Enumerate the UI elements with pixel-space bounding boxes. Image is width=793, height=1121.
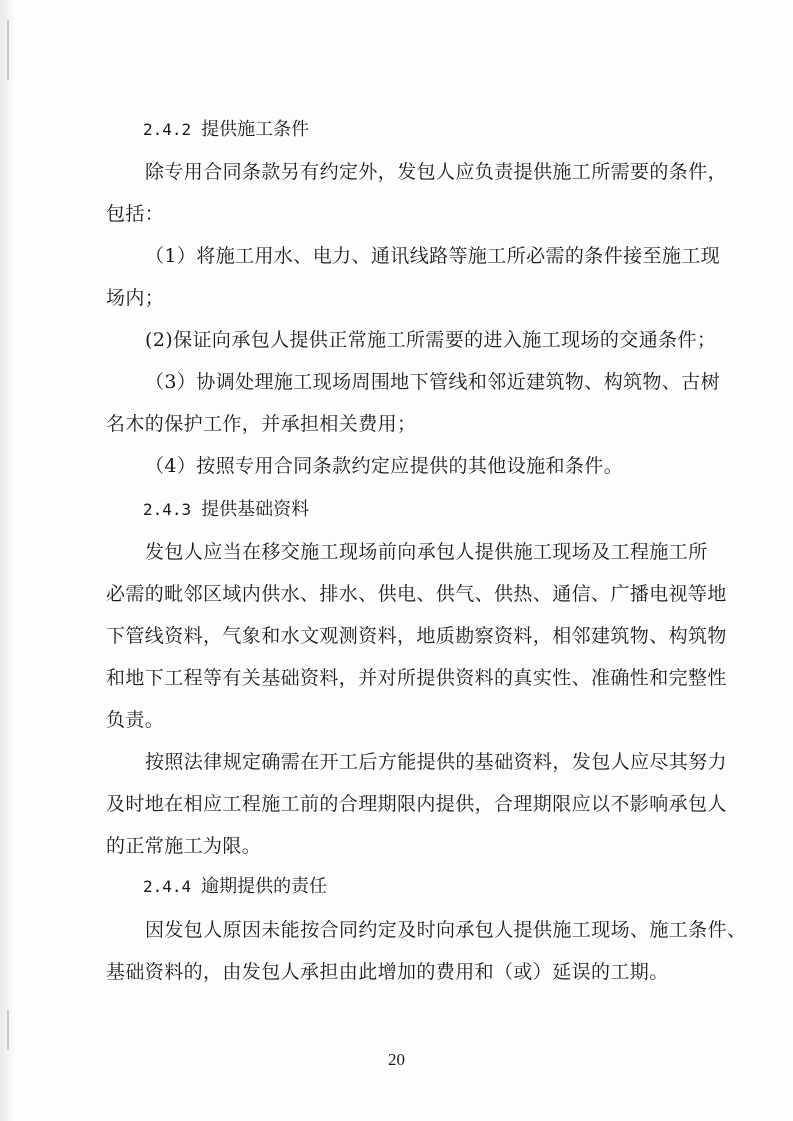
section-title: 逾期提供的责任 bbox=[201, 876, 328, 897]
paragraph-line: 发包人应当在移交施工现场前向承包人提供施工现场及工程施工所 bbox=[145, 541, 708, 563]
paragraph-line: 必需的毗邻区域内供水、排水、供电、供气、供热、通信、广播电视等地 bbox=[106, 583, 727, 605]
section-heading-2-4-3 bbox=[143, 501, 309, 519]
scan-mark bbox=[7, 20, 9, 80]
section-heading-2-4-4 bbox=[143, 878, 327, 896]
paragraph-line: 除专用合同条款另有约定外，发包人应负责提供施工所需要的条件， bbox=[145, 161, 728, 183]
section-number: 2.4.2 bbox=[143, 120, 192, 139]
paragraph-line: 下管线资料，气象和水文观测资料，地质勘察资料，相邻建筑物、构筑物 bbox=[106, 625, 727, 647]
paragraph-line: 包括： bbox=[106, 203, 165, 225]
paragraph-line: 场内； bbox=[106, 287, 165, 309]
section-title: 提供基础资料 bbox=[201, 499, 310, 520]
section-number: 2.4.4 bbox=[143, 877, 192, 896]
section-number: 2.4.3 bbox=[143, 500, 192, 519]
paragraph-line: 和地下工程等有关基础资料，并对所提供资料的真实性、准确性和完整性 bbox=[106, 667, 727, 689]
paragraph-line: 负责。 bbox=[106, 709, 165, 731]
scan-edge bbox=[0, 0, 14, 1121]
paragraph-line: 及时地在相应工程施工前的合理期限内提供，合理期限应以不影响承包人 bbox=[106, 793, 727, 815]
paragraph-line: （4）按照专用合同条款约定应提供的其他设施和条件。 bbox=[145, 455, 624, 477]
paragraph-line: 名木的保护工作，并承担相关费用； bbox=[106, 413, 417, 435]
paragraph-line: (2)保证向承包人提供正常施工所需要的进入施工现场的交通条件； bbox=[145, 329, 717, 351]
section-heading-2-4-2 bbox=[143, 121, 309, 139]
scan-mark bbox=[7, 1010, 9, 1050]
page-number: 20 bbox=[388, 1050, 405, 1069]
section-title: 提供施工条件 bbox=[201, 119, 310, 140]
paragraph-line: 的正常施工为限。 bbox=[106, 835, 262, 857]
paragraph-line: 基础资料的，由发包人承担由此增加的费用和（或）延误的工期。 bbox=[106, 961, 669, 983]
paragraph-line: 按照法律规定确需在开工后方能提供的基础资料，发包人应尽其努力 bbox=[145, 751, 728, 773]
paragraph-line: （3）协调处理施工现场周围地下管线和邻近建筑物、构筑物、古树 bbox=[145, 371, 721, 393]
paragraph-line: （1）将施工用水、电力、通讯线路等施工所必需的条件接至施工现 bbox=[145, 245, 721, 267]
paragraph-line: 因发包人原因未能按合同约定及时向承包人提供施工现场、施工条件、 bbox=[145, 919, 747, 941]
